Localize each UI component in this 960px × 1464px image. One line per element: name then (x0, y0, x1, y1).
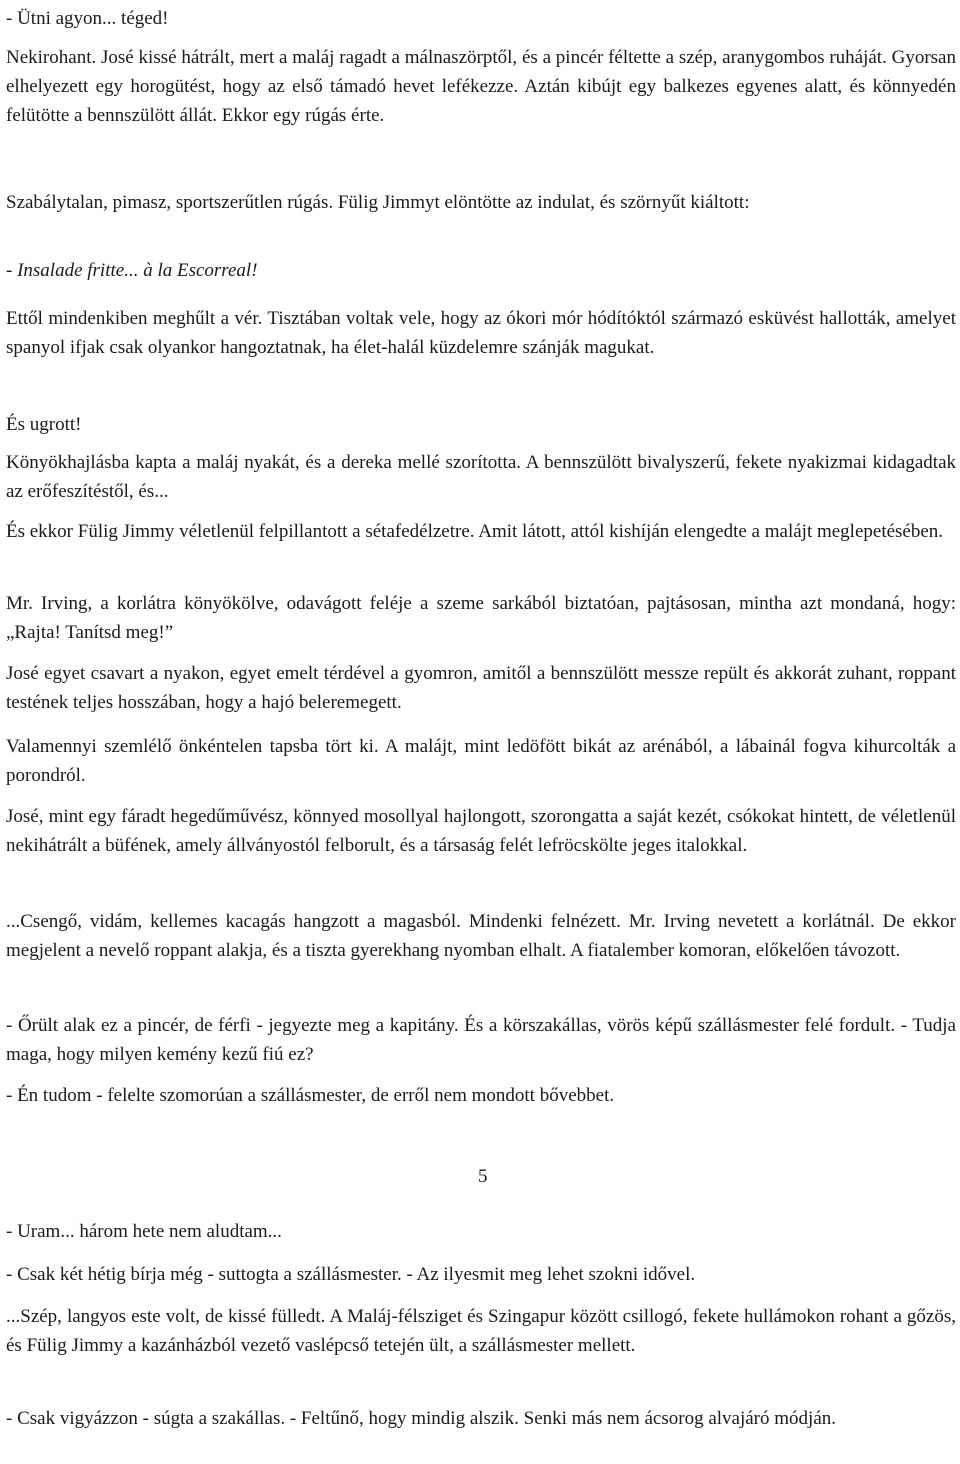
paragraph-2: Nekirohant. José kissé hátrált, mert a maláj ragadt a málnaszörptől, és a pincér féltette a szép, aranygombos ruháját. Gyorsan elhelyezett egy horogütést, hogy az első támadó hevet lefékezze. Aztán kibújt egy balkezes egyenes alatt, és könnyedén felütötte a bennszülött állát. Ekkor egy rúgás érte. (6, 47, 956, 126)
paragraph-1: - Ütni agyon... téged! (6, 8, 169, 29)
paragraph-7: Könyökhajlásba kapta a maláj nyakát, és a dereka mellé szorította. A bennszülött bivalyszerű, fekete nyakizmai kidagadtak az erőfeszítéstől, és... (6, 452, 956, 502)
paragraph-18: ...Szép, langyos este volt, de kissé fülledt. A Maláj-félsziget és Szingapur között csillogó, fekete hullámokon rohant a gőzös, és Fülig Jimmy a kazánházból vezető vaslépcső tetején ült, a szállásmester mellett. (6, 1306, 956, 1356)
paragraph-15: - Én tudom - felelte szomorúan a szállásmester, de erről nem mondott bővebbet. (6, 1085, 615, 1106)
paragraph-11: Valamennyi szemlélő önkéntelen tapsba tört ki. A malájt, mint ledöfött bikát az arénából, a lábainál fogva kihurcolták a porondról. (6, 736, 956, 786)
paragraph-12: José, mint egy fáradt hegedűművész, könnyed mosollyal hajlongott, szorongatta a saját kezét, csókokat hintett, de véletlenül nekihátrált a büfének, amely állványostól felborult, és a társaság felét lefröcskölte jeges italokkal. (6, 806, 956, 856)
italic-exclamation: - Insalade fritte... à la Escorreal! (6, 260, 258, 281)
paragraph-6: És ugrott! (6, 414, 82, 435)
paragraph-13: ...Csengő, vidám, kellemes kacagás hangzott a magasból. Mindenki felnézett. Mr. Irving nevetett a korlátnál. De ekkor megjelent a nevelő roppant alakja, és a tiszta gyerekhang nyomban elhalt. A fiatalember komoran, előkelően távozott. (6, 911, 956, 961)
paragraph-17: - Csak két hétig bírja még - suttogta a szállásmester. - Az ilyesmit meg lehet szokni idővel. (6, 1264, 696, 1285)
paragraph-16: - Uram... három hete nem aludtam... (6, 1221, 282, 1242)
paragraph-4-italic (6, 256, 956, 285)
paragraph-9: Mr. Irving, a korlátra könyökölve, odavágott feléje a szeme sarkából biztatóan, pajtásosan, mintha azt mondaná, hogy: „Rajta! Tanítsd meg!” (6, 593, 956, 643)
paragraph-10: José egyet csavart a nyakon, egyet emelt térdével a gyomron, amitől a bennszülött messze repült és akkorát zuhant, roppant testének teljes hosszában, hogy a hajó beleremegett. (6, 663, 956, 713)
paragraph-19: - Csak vigyázzon - súgta a szakállas. - Feltűnő, hogy mindig alszik. Senki más nem ácsorog alvajáró módján. (6, 1408, 836, 1429)
paragraph-5: Ettől mindenkiben meghűlt a vér. Tisztában voltak vele, hogy az ókori mór hódítóktól származó esküvést hallották, amelyet spanyol ifjak csak olyankor hangoztatnak, ha élet-halál küzdelemre szánják magukat. (6, 308, 956, 358)
page-number: 5 (478, 1166, 488, 1187)
paragraph-14: - Őrült alak ez a pincér, de férfi - jegyezte meg a kapitány. És a körszakállas, vörös képű szállásmester felé fordult. - Tudja maga, hogy milyen kemény kezű fiú ez? (6, 1015, 956, 1065)
paragraph-8: És ekkor Fülig Jimmy véletlenül felpillantott a sétafedélzetre. Amit látott, attól kishíján elengedte a malájt meglepetésében. (6, 521, 944, 542)
paragraph-3: Szabálytalan, pimasz, sportszerűtlen rúgás. Fülig Jimmyt elöntötte az indulat, és szörnyűt kiáltott: (6, 192, 750, 213)
